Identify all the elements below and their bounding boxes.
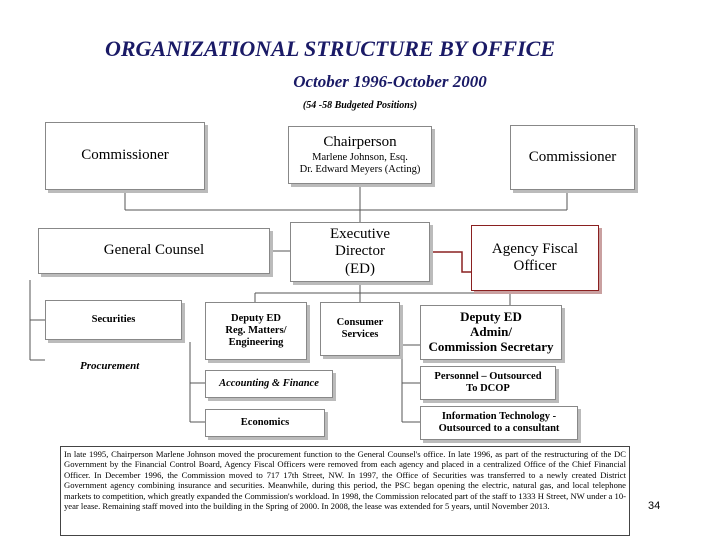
executive-director-line-2: Director [335,243,385,260]
deputy-ed-reg-line-3: Engineering [228,337,284,349]
page-title: ORGANIZATIONAL STRUCTURE BY OFFICE [104,36,556,61]
deputy-ed-admin-line-3: Commission Secretary [428,338,554,354]
personnel-box [420,366,556,400]
deputy-ed-reg-line-2: Reg. Matters/ [225,324,287,336]
chairperson-name-2: Dr. Edward Meyers (Acting) [299,163,421,175]
chairperson-name-1: Marlene Johnson, Esq. [312,151,408,163]
information-technology-box [420,406,578,440]
procurement-label: Procurement [80,360,140,372]
executive-director-line-1: Executive [330,226,390,243]
agency-fiscal-line-2: Officer [513,258,557,274]
economics-box [205,409,325,437]
agency-fiscal-line-1: Agency Fiscal [491,240,579,257]
agency-fiscal-officer-box [471,225,599,291]
general-counsel-box [38,228,270,274]
chairperson-title: Chairperson [323,134,397,151]
it-line-1: Information Technology - [441,410,557,422]
history-note: In late 1995, Chairperson Marlene Johnson moved the procurement function to the General Counsel's office. In late 1996, as part of the restructuring of the DC Government by the Financial Control Board, Agency Fiscal Officers were removed from each agency and placed in a centralized Office of the Chief Financial Officer. In December 1996, the Commission moved to 717 17th Street, NW. In 1997, the Office of Securities was transferred to a newly created District Government agency combining insurance and securities. Meanwhile, during this period, the PSC began opening the electric, natural gas, and local telephone markets to competition, which greatly expanded the Commission's workload. In 1998, the Commission relocated part of the staff to 1333 H Street, NW under a 10-year lease. Remaining staff moved into the building in the Spring of 2000. In 2008, the lease was extended for 5 years, until November 2013. [60,446,630,536]
consumer-services-box [320,302,400,356]
page-number: 34 [648,500,661,512]
commissioner-left-label: Commissioner [81,147,169,164]
accounting-finance-box [205,370,333,398]
economics-label: Economics [240,416,290,428]
deputy-ed-admin-line-1: Deputy ED [460,309,522,325]
commissioner-right-label: Commissioner [528,148,617,165]
it-line-2: Outsourced to a consultant [438,423,560,434]
executive-director-line-3: (ED) [345,260,375,277]
personnel-line-2: To DCOP [466,383,510,394]
page-period: October 1996-October 2000 [293,72,487,91]
consumer-services-line-1: Consumer [336,316,384,328]
accounting-finance-label: Accounting & Finance [219,377,319,389]
general-counsel-label: General Counsel [103,242,205,259]
deputy-ed-admin-box [420,305,562,360]
deputy-ed-reg-line-1: Deputy ED [231,312,281,324]
commissioner-left-box [45,122,205,190]
deputy-ed-admin-line-2: Admin/ [470,324,512,340]
chairperson-box [288,126,432,184]
budgeted-positions: (54 -58 Budgeted Positions) [302,100,418,111]
consumer-services-line-2: Services [341,329,379,340]
executive-director-box [290,222,430,282]
deputy-ed-reg-box [205,302,307,360]
personnel-line-1: Personnel – Outsourced [434,370,542,382]
securities-box [45,300,182,340]
commissioner-right-box [510,125,635,190]
securities-label: Securities [91,313,136,325]
